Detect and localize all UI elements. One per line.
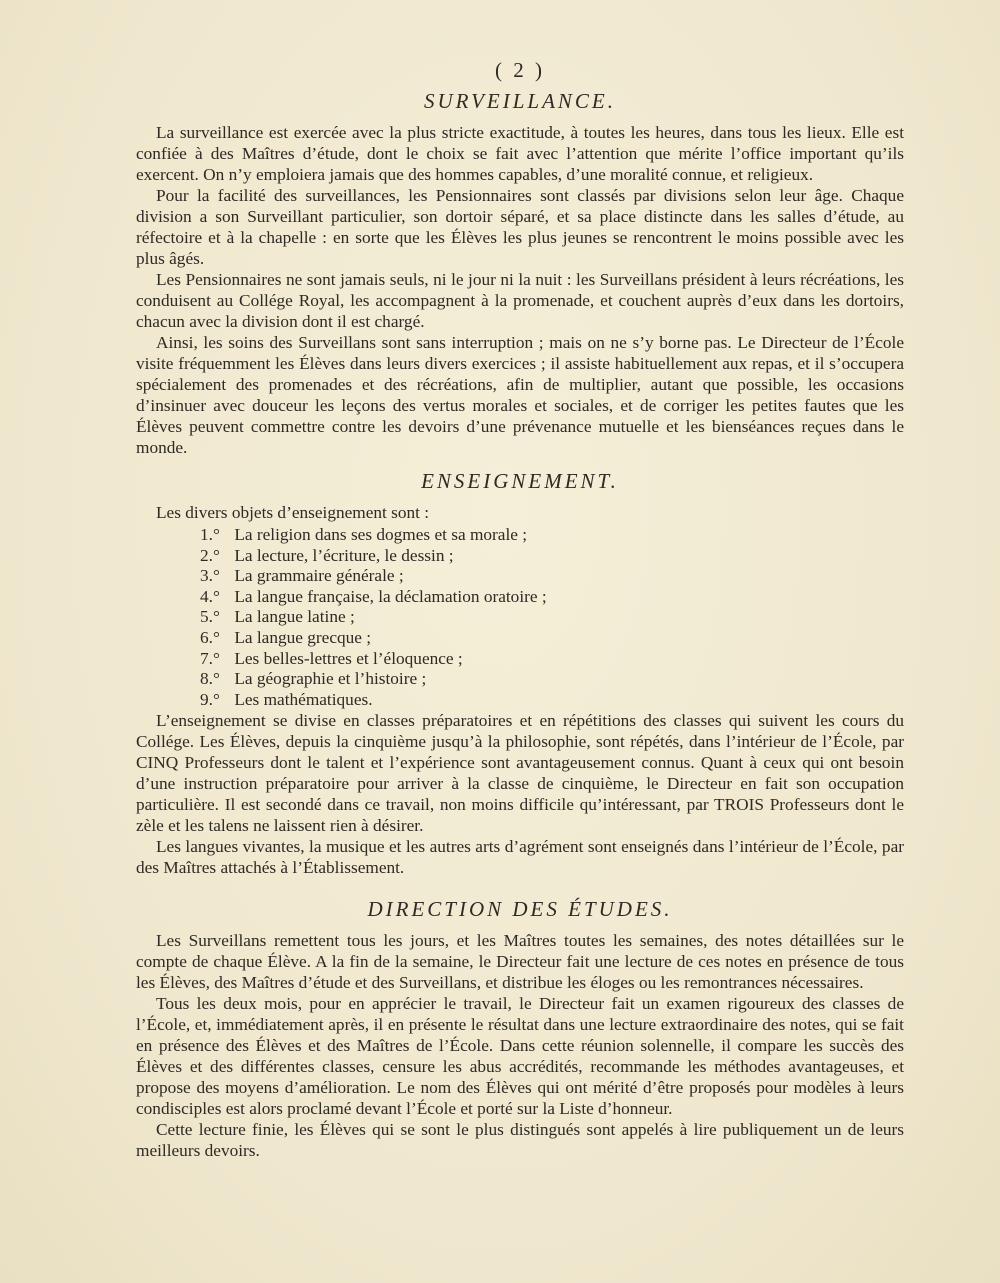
item-text: La langue grecque ; [234,627,372,647]
paragraph: L’enseignement se divise en classes préparatoires et en répétitions des classes qui suivent les cours du Collége. Les Élèves, depuis la cinquième jusqu’à la philosophie, sont répétés, dans l’intérieur de l’École, par CINQ Professeurs dont le talent et l’expérience sont avantageusement connus. Quant à ceux qui ont besoin d’une instruction préparatoire pour arriver à la classe de cinquième, le Directeur en fait son occupation particulière. Il est secondé dans ce travail, non moins difficile qu’intéressant, par TROIS Professeurs dont le zèle et les talens ne laissent rien à désirer. [136,711,904,836]
item-text: La langue latine ; [234,607,355,627]
section-title-direction: DIRECTION DES ÉTUDES. [367,897,673,922]
item-text: La grammaire générale ; [234,566,404,586]
list-item [200,607,904,628]
page-number: ( 2 ) [495,58,545,82]
item-number: 2.° [200,545,220,565]
paragraph: Les Pensionnaires ne sont jamais seuls, ni le jour ni la nuit : les Surveillans président à leurs récréations, les conduisent au Collége Royal, les accompagnent à la promenade, et couchent auprès d’eux dans les dortoirs, chacun avec la division dont il est chargé. [136,270,904,331]
paragraph: Ainsi, les soins des Surveillans sont sans interruption ; mais on ne s’y borne pas. Le Directeur de l’École visite fréquemment les Élèves dans leurs divers exercices ; il assiste habituellement aux repas, et il s’occupera spécialement des promenades et des récréations, afin de multiplier, autant que possible, les occasions d’insinuer avec douceur les leçons des vertus morales et sociales, et de corriger les petites fautes que les Élèves peuvent commettre contre les devoirs d’une prévenance mutuelle et les bienséances reçues dans le monde. [136,333,904,457]
paragraph: Tous les deux mois, pour en apprécier le travail, le Directeur fait un examen rigoureux des classes de l’École, et, immédiatement après, il en présente le résultat dans une lecture extraordinaire des notes, qui se fait en présence des Élèves et des Maîtres de l’École. Dans cette réunion solennelle, il compare les succès des Élèves et des différentes classes, censure les abus accrédités, recommande les méthodes avantageuses, et propose des moyens d’amélioration. Le nom des Élèves qui ont mérité d’être proposés pour modèles à leurs condisciples est alors proclamé devant l’École et porté sur la Liste d’honneur. [136,994,904,1119]
paragraph: Les Surveillans remettent tous les jours, et les Maîtres toutes les semaines, des notes détaillées sur le compte de chaque Élève. A la fin de la semaine, le Directeur fait une lecture de ces notes en présence de tous les Élèves, des Maîtres d’étude et des Surveillans, et distribue les éloges ou les remontrances nécessaires. [136,931,904,993]
paragraph: Pour la facilité des surveillances, les Pensionnaires sont classés par divisions selon leur âge. Chaque division a son Surveillant particulier, son dortoir séparé, et sa place distincte dans les salles d’étude, au réfectoire et à la chapelle : en sorte que les Élèves les plus jeunes se rencontrent le moins possible avec les plus âgés. [136,186,904,268]
item-number: 9.° [200,689,220,709]
item-text: La langue française, la déclamation oratoire ; [234,586,547,606]
section-surveillance [136,88,904,458]
item-text: La religion dans ses dogmes et sa morale ; [234,525,528,544]
item-number: 8.° [200,669,220,689]
list-item [200,525,904,546]
list-item [200,566,904,587]
list-item [200,546,904,567]
section-title-surveillance: SURVEILLANCE. [423,89,617,113]
paragraph: La surveillance est exercée avec la plus stricte exactitude, à toutes les heures, dans tous les lieux. Elle est confiée à des Maîtres d’étude, dont le choix se fait avec l’attention que mérite l’office important qu’ils exercent. On n’y emploiera jamais que des hommes capables, d’une moralité connue, et religieux. [136,123,904,184]
item-text: Les mathématiques. [234,689,373,709]
item-number: 3.° [200,566,220,586]
item-number: 5.° [200,607,220,627]
list-item [200,649,904,670]
item-number: 7.° [200,648,220,668]
list-item [200,669,904,690]
list-item [200,690,904,711]
section-title-enseignement: ENSEIGNEMENT. [421,469,619,493]
item-number: 4.° [200,586,220,606]
subjects-intro: Les divers objets d’enseignement sont : [156,503,430,522]
item-number: 1.° [200,525,220,544]
item-text: La géographie et l’histoire ; [234,669,427,689]
list-item [200,628,904,649]
section-direction-etudes [136,896,904,1161]
item-number: 6.° [200,627,220,647]
paragraph: Cette lecture finie, les Élèves qui se sont le plus distingués sont appelés à lire publiquement un de leurs meilleurs devoirs. [136,1120,904,1161]
subjects-list [136,525,904,710]
item-text: Les belles-lettres et l’éloquence ; [234,648,463,668]
section-enseignement [136,468,904,878]
item-text: La lecture, l’écriture, le dessin ; [234,545,454,565]
list-item [200,587,904,608]
paragraph: Les langues vivantes, la musique et les autres arts d’agrément sont enseignés dans l’intérieur de l’École, par des Maîtres attachés à l’Établissement. [136,837,904,878]
